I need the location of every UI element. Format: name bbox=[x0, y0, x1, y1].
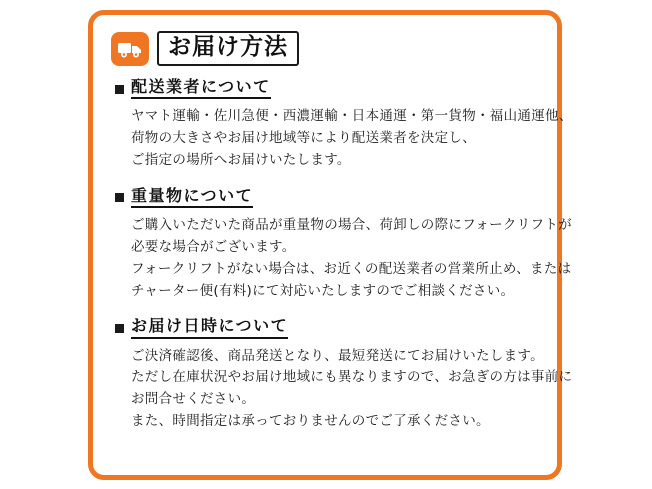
square-bullet-icon bbox=[115, 324, 124, 333]
section-shipping-carrier bbox=[115, 77, 573, 172]
section-body bbox=[115, 106, 573, 172]
section-heading bbox=[115, 186, 545, 208]
section-list bbox=[115, 77, 573, 433]
section-body bbox=[115, 346, 573, 433]
right-margin bbox=[644, 0, 652, 489]
page-title: お届け方法 bbox=[168, 34, 288, 60]
card-title-box bbox=[157, 31, 299, 66]
body-line: 荷物の大きさやお届け地域等により配送業者を決定し、 bbox=[131, 130, 476, 147]
body-line: ご決済確認後、商品発送となり、最短発送にてお届けいたします。 bbox=[131, 347, 544, 364]
section-heading bbox=[115, 77, 545, 99]
section-heavy-items bbox=[115, 185, 572, 303]
body-line: 必要な場合がございます。 bbox=[131, 238, 296, 255]
body-line: ご購入いただいた商品が重量物の場合、荷卸しの際にフォークリフトが bbox=[131, 216, 572, 233]
section-title: お届け日時について bbox=[131, 316, 288, 338]
body-line: お問合せください。 bbox=[131, 391, 256, 408]
body-line: ただし在庫状況やお届け地域にも異なりますので、お急ぎの方は事前に bbox=[131, 369, 573, 386]
section-title: 重量物について bbox=[131, 186, 253, 208]
body-line: ご指定の場所へお届けいたします。 bbox=[131, 151, 351, 168]
delivery-info-card bbox=[88, 10, 573, 480]
delivery-truck-icon bbox=[111, 32, 149, 66]
body-line: ヤマト運輸・佐川急便・西濃運輸・日本通運・第一貨物・福山通運他、 bbox=[131, 108, 573, 125]
square-bullet-icon bbox=[115, 193, 124, 202]
section-heading bbox=[115, 316, 545, 338]
body-line: フォークリフトがない場合は、お近くの配送業者の営業所止め、または bbox=[131, 260, 572, 277]
section-title: 配送業者について bbox=[131, 77, 271, 99]
body-line: また、時間指定は承っておりませんのでご了承ください。 bbox=[131, 413, 490, 430]
square-bullet-icon bbox=[115, 85, 124, 94]
left-margin bbox=[0, 0, 8, 489]
card-header bbox=[111, 31, 299, 66]
section-body bbox=[115, 215, 572, 302]
body-line: チャーター便(有料)にて対応いたしますのでご相談ください。 bbox=[131, 282, 515, 299]
section-delivery-datetime bbox=[115, 316, 573, 433]
